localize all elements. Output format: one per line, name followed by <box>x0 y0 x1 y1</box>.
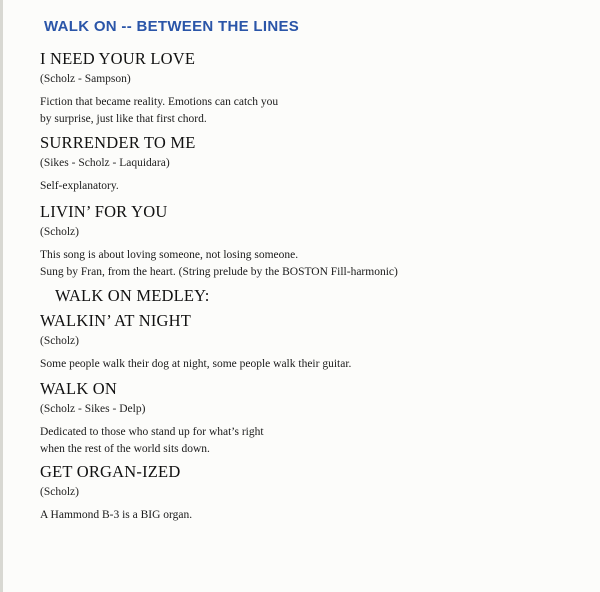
song-entry-walkin-at-night <box>40 311 580 373</box>
song-entry-get-organ-ized <box>40 462 580 524</box>
song-entry-i-need-your-love <box>40 49 580 128</box>
song-title: WALK ON <box>40 379 118 398</box>
note-line: A Hammond B-3 is a BIG organ. <box>40 509 193 521</box>
song-note <box>40 178 580 195</box>
song-note <box>40 507 580 524</box>
page-edge <box>0 0 3 592</box>
note-line: Fiction that became reality. Emotions can catch you <box>40 96 279 108</box>
song-credit: (Scholz) <box>40 486 79 498</box>
song-title: GET ORGAN-IZED <box>40 462 181 481</box>
song-entry-livin-for-you <box>40 202 580 281</box>
song-note <box>40 94 580 128</box>
song-credit: (Scholz) <box>40 335 79 347</box>
song-title: SURRENDER TO ME <box>40 133 196 152</box>
song-credit: (Scholz - Sampson) <box>40 73 131 85</box>
page-title: WALK ON -- BETWEEN THE LINES <box>44 18 300 35</box>
song-entry-walk-on <box>40 379 580 458</box>
note-line: Sung by Fran, from the heart. (String prelude by the BOSTON Fill-harmonic) <box>40 266 398 278</box>
song-note <box>40 424 580 458</box>
note-line: Dedicated to those who stand up for what’s right <box>40 426 264 438</box>
medley-heading: WALK ON MEDLEY: <box>55 286 210 305</box>
song-credit: (Scholz - Sikes - Delp) <box>40 403 146 415</box>
song-entry-surrender-to-me <box>40 133 580 195</box>
note-line: Self-explanatory. <box>40 180 119 192</box>
song-note <box>40 356 580 373</box>
note-line: when the rest of the world sits down. <box>40 443 210 455</box>
song-note <box>40 247 580 281</box>
song-title: I NEED YOUR LOVE <box>40 49 196 68</box>
song-title: WALKIN’ AT NIGHT <box>40 311 192 330</box>
note-line: by surprise, just like that first chord. <box>40 113 207 125</box>
song-credit: (Sikes - Scholz - Laquidara) <box>40 157 170 169</box>
note-line: Some people walk their dog at night, some people walk their guitar. <box>40 358 352 370</box>
note-line: This song is about loving someone, not losing someone. <box>40 249 299 261</box>
song-credit: (Scholz) <box>40 226 79 238</box>
song-title: LIVIN’ FOR YOU <box>40 202 168 221</box>
